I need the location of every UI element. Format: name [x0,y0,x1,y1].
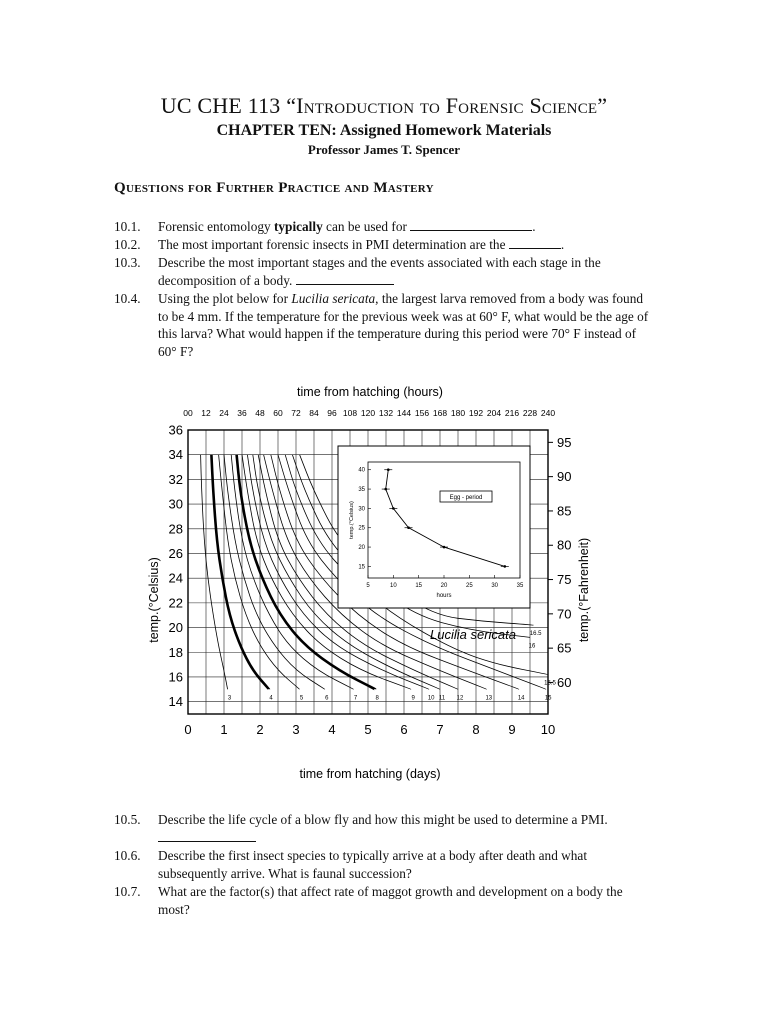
question-10-6: 10.6. Describe the first insect species to typically arrive at a body after death and what subsequently arrive. What is faunal succession? [114,848,588,881]
question-10-2: 10.2. The most important forensic insects in PMI determination are the . [114,237,565,252]
curve-label: 7 [353,695,358,702]
x-tick-label: 2 [256,722,264,737]
curve-label: 12 [456,695,464,702]
top-tick-label: 240 [540,408,556,418]
inset-point [443,546,446,549]
y-tick-label: 14 [168,694,183,710]
top-tick-label: 24 [219,408,229,418]
inset-x-tick-label: 30 [491,583,499,589]
y-tick-label: 32 [168,471,183,487]
top-tick-label: 204 [486,408,502,418]
curve-7 [231,455,353,690]
x-tick-label: 8 [472,722,480,737]
inset-point [387,468,390,471]
right-tick-label: 95 [557,434,572,450]
right-tick-label: 60 [557,674,572,690]
chapter-subtitle: CHAPTER TEN: Assigned Homework Materials [216,122,552,139]
professor-name: Professor James T. Spencer [307,142,461,157]
answer-blank[interactable] [296,272,394,285]
y-tick-label: 22 [168,595,183,611]
inset-point [384,488,387,491]
y-tick-label: 18 [168,644,183,660]
x-axis-bottom-label: time from hatching (days) [299,767,441,781]
x-tick-label: 5 [364,722,372,737]
x-tick-label: 1 [220,722,228,737]
y-tick-label: 20 [168,620,183,636]
curve-label: 16.5 [529,631,542,638]
development-chart [140,378,620,784]
y-tick-label: 34 [168,447,183,463]
curve-label: 10 [427,695,435,702]
answer-blank[interactable] [509,236,561,249]
inset-y-tick-label: 15 [358,564,365,571]
top-tick-label: 144 [396,408,412,418]
top-tick-label: 216 [504,408,520,418]
right-tick-label: 80 [557,537,572,553]
y-axis-left-label: temp.(°Celsius) [147,557,161,643]
curve-label: 13 [485,695,493,702]
inset-x-label: hours [436,593,452,599]
question-10-3: 10.3. Describe the most important stages and the events associated with each stage in the decomposition of a body. [114,255,601,288]
curve-label: 9 [411,695,415,702]
section-heading: Questions for Further Practice and Mastery [114,180,434,196]
inset-y-tick-label: 40 [358,467,365,474]
top-tick-label: 132 [378,408,394,418]
top-tick-label: 108 [342,408,358,418]
top-tick-label: 12 [201,408,211,418]
top-tick-label: 120 [360,408,376,418]
y-tick-label: 24 [168,570,183,586]
x-axis-top-label: time from hatching (hours) [297,385,443,399]
curve-label: 6 [325,695,329,702]
top-tick-label: 48 [255,408,265,418]
top-tick-label: 84 [309,408,319,418]
answer-blank[interactable] [410,218,532,231]
curve-label: 8 [375,695,379,702]
top-tick-label: 00 [183,408,193,418]
x-tick-label: 7 [436,722,444,737]
top-tick-label: 168 [432,408,448,418]
top-tick-label: 96 [327,408,337,418]
curve-label: 5 [299,695,304,702]
inset-point [407,526,410,529]
inset-x-tick-label: 25 [465,583,473,589]
top-tick-label: 156 [414,408,430,418]
curve-label: 4 [269,695,273,702]
right-tick-label: 85 [557,503,572,519]
right-tick-label: 90 [557,469,572,485]
curve-label: 15 [544,695,552,702]
inset-x-tick-label: 5 [366,583,370,589]
inset-y-label: temp.(°Celsius) [349,501,355,539]
x-tick-label: 3 [292,722,300,737]
question-10-4: 10.4. Using the plot below for Lucilia sericata, the largest larva removed from a body was found to be 4 mm. If the temperature for the previous week was at 60° F, what would be the age of this larva? What would happen if the temperature during this period were 70° F instead of 60° F? [114,291,649,359]
y-tick-label: 36 [168,422,183,438]
inset-y-tick-label: 25 [358,525,365,532]
question-10-7: 10.7. What are the factor(s) that affect rate of maggot growth and development on a body the most? [114,884,623,917]
inset-x-tick-label: 15 [415,583,423,589]
top-tick-label: 228 [522,408,538,418]
top-tick-label: 60 [273,408,283,418]
species-label: Lucilia sericata [430,627,516,642]
top-tick-label: 192 [468,408,484,418]
curve-label: 15.5 [544,680,556,687]
right-tick-label: 75 [557,572,572,588]
top-tick-label: 36 [237,408,247,418]
inset-point [392,507,395,510]
x-tick-label: 0 [184,722,192,737]
inset-x-tick-label: 35 [516,583,524,589]
question-10-5: 10.5. Describe the life cycle of a blow fly and how this might be used to determine a PMI. [114,811,654,846]
y-tick-label: 16 [168,669,183,685]
inset-x-tick-label: 10 [389,583,397,589]
question-10-1: 10.1. Forensic entomology typically can be used for . [114,219,536,234]
y-axis-right-label: temp.(°Fahrenheit) [577,537,591,643]
curve-label: 14 [517,695,525,702]
answer-blank[interactable] [158,829,256,842]
inset-point [504,565,507,568]
inset-y-tick-label: 35 [358,487,365,494]
x-tick-label: 6 [400,722,408,737]
x-tick-label: 9 [508,722,516,737]
x-tick-label: 10 [540,722,556,737]
top-tick-label: 72 [291,408,301,418]
inset-chart [338,446,530,608]
page-title: UC CHE 113 “Introduction to Forensic Science” [160,93,608,118]
y-tick-label: 28 [168,521,183,537]
y-tick-label: 26 [168,545,183,561]
x-tick-label: 4 [328,722,336,737]
y-tick-label: 30 [168,496,183,512]
inset-y-tick-label: 30 [358,506,365,513]
inset-title: Egg - period [449,495,483,501]
inset-x-tick-label: 20 [440,583,448,589]
title-small-caps: Introduction to Forensic Science [296,93,598,118]
inset-y-tick-label: 20 [358,545,365,552]
right-tick-label: 70 [557,606,572,622]
curve-label: 16 [528,643,536,650]
curve-label: 11 [438,695,446,702]
top-tick-label: 180 [450,408,466,418]
right-tick-label: 65 [557,640,572,656]
curve-label: 3 [227,695,232,702]
